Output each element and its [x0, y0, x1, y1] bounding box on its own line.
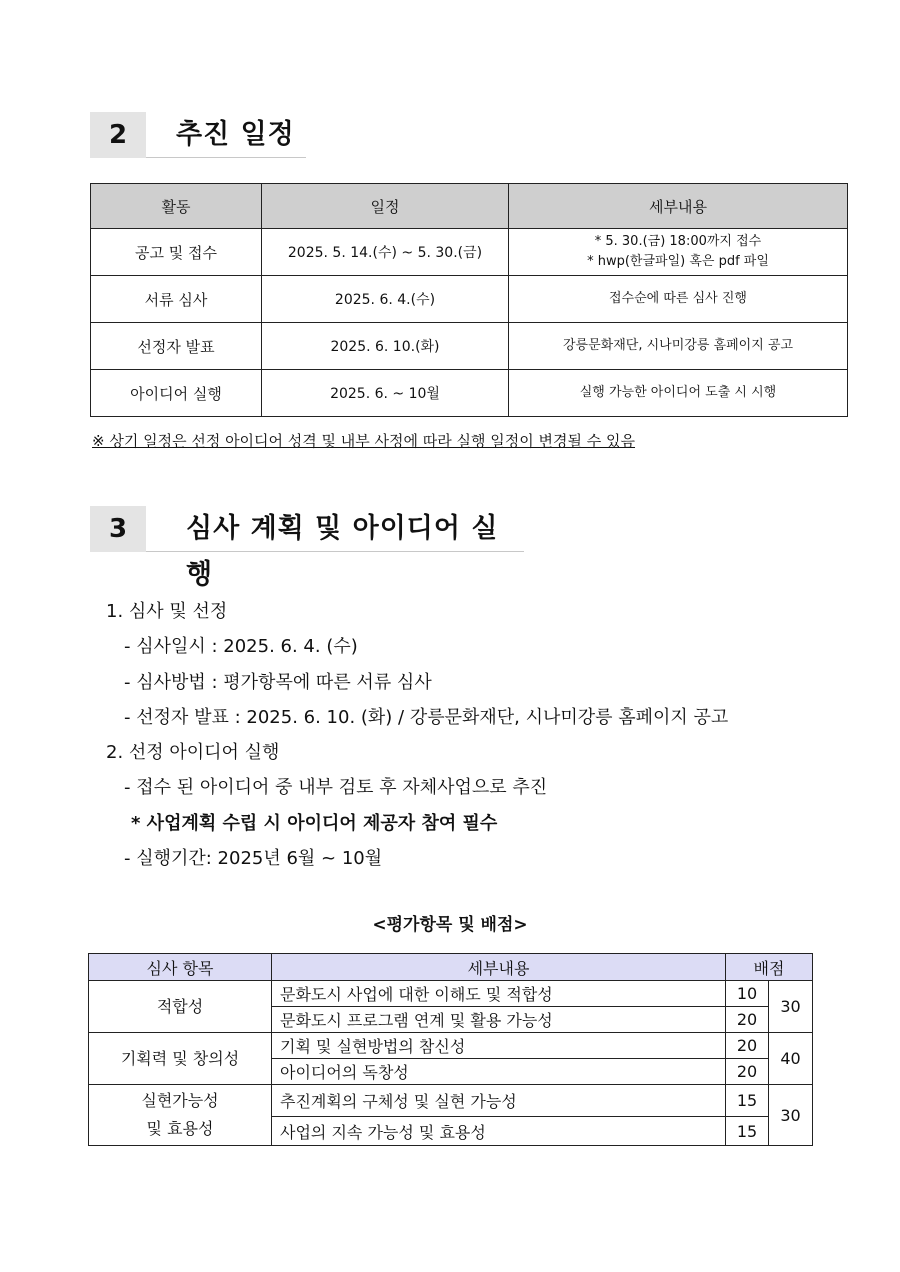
score-cell: 20	[726, 1007, 769, 1033]
total-cell: 30	[769, 1085, 813, 1146]
list-heading: 1. 심사 및 선정	[106, 601, 228, 622]
detail-cell: 아이디어의 독창성	[272, 1059, 726, 1085]
header-cell: 심사 항목	[89, 954, 272, 981]
detail-line: * hwp(한글파일) 혹은 pdf 파일	[587, 254, 769, 269]
header-cell: 활동	[91, 184, 262, 229]
score-cell: 20	[726, 1033, 769, 1059]
activity-cell: 아이디어 실행	[91, 370, 262, 417]
list-item: - 선정자 발표 : 2025. 6. 10. (화) / 강릉문화재단, 시나미강릉 홈페이지 공고	[124, 706, 729, 728]
section-number: 3	[90, 506, 146, 552]
table-row	[89, 981, 813, 1007]
score-cell: 20	[726, 1059, 769, 1085]
table-row	[89, 1085, 813, 1117]
detail-cell: 기획 및 실현방법의 참신성	[272, 1033, 726, 1059]
details-cell	[509, 229, 848, 276]
table-row	[91, 229, 848, 276]
table-row	[91, 370, 848, 417]
header-cell: 일정	[262, 184, 509, 229]
list-item: - 심사일시 : 2025. 6. 4. (수)	[124, 636, 358, 658]
table-row	[89, 1033, 813, 1059]
category-cell: 기획력 및 창의성	[89, 1033, 272, 1085]
schedule-table	[90, 183, 848, 417]
detail-cell: 문화도시 사업에 대한 이해도 및 적합성	[272, 981, 726, 1007]
schedule-cell: 2025. 6. ~ 10월	[262, 370, 509, 417]
table-row	[91, 276, 848, 323]
list-item: - 접수 된 아이디어 중 내부 검토 후 자체사업으로 추진	[124, 777, 548, 799]
eval-table-title: <평가항목 및 배점>	[372, 915, 528, 935]
activity-cell: 서류 심사	[91, 276, 262, 323]
detail-cell: 추진계획의 구체성 및 실현 가능성	[272, 1085, 726, 1117]
total-cell: 40	[769, 1033, 813, 1085]
list-item: - 심사방법 : 평가항목에 따른 서류 심사	[124, 671, 432, 693]
detail-line: * 5. 30.(금) 18:00까지 접수	[594, 234, 762, 249]
schedule-cell: 2025. 5. 14.(수) ~ 5. 30.(금)	[262, 229, 509, 276]
category-line: 실현가능성	[141, 1091, 219, 1110]
table-header-row	[91, 184, 848, 229]
detail-cell: 문화도시 프로그램 연계 및 활용 가능성	[272, 1007, 726, 1033]
category-line: 및 효용성	[146, 1119, 214, 1138]
score-cell: 15	[726, 1085, 769, 1117]
details-cell: 접수순에 따른 심사 진행	[509, 276, 848, 323]
schedule-cell: 2025. 6. 4.(수)	[262, 276, 509, 323]
total-cell: 30	[769, 981, 813, 1033]
heading-underline	[146, 157, 306, 158]
list-emphasis: * 사업계획 수립 시 아이디어 제공자 참여 필수	[131, 812, 498, 834]
table-header-row	[89, 954, 813, 981]
score-cell: 15	[726, 1117, 769, 1146]
category-cell	[89, 1085, 272, 1146]
score-cell: 10	[726, 981, 769, 1007]
header-cell: 배점	[726, 954, 813, 981]
list-item: - 실행기간: 2025년 6월 ~ 10월	[124, 848, 383, 870]
section-number: 2	[90, 112, 146, 158]
header-cell: 세부내용	[509, 184, 848, 229]
review-plan-list	[106, 594, 728, 876]
schedule-note: ※ 상기 일정은 선정 아이디어 성격 및 내부 사정에 따라 실행 일정이 변경될 수 있음	[92, 432, 636, 450]
section-title: 심사 계획 및 아이디어 실행	[186, 513, 499, 590]
section-title: 추진 일정	[176, 119, 295, 150]
evaluation-table	[88, 953, 813, 1146]
schedule-cell: 2025. 6. 10.(화)	[262, 323, 509, 370]
details-cell: 강릉문화재단, 시나미강릉 홈페이지 공고	[509, 323, 848, 370]
table-row	[91, 323, 848, 370]
header-cell: 세부내용	[272, 954, 726, 981]
heading-underline	[146, 551, 524, 552]
detail-cell: 사업의 지속 가능성 및 효용성	[272, 1117, 726, 1146]
section-2-heading	[90, 112, 306, 158]
activity-cell: 선정자 발표	[91, 323, 262, 370]
list-heading: 2. 선정 아이디어 실행	[106, 742, 280, 764]
category-cell: 적합성	[89, 981, 272, 1033]
section-3-heading	[90, 506, 524, 590]
activity-cell: 공고 및 접수	[91, 229, 262, 276]
details-cell: 실행 가능한 아이디어 도출 시 시행	[509, 370, 848, 417]
